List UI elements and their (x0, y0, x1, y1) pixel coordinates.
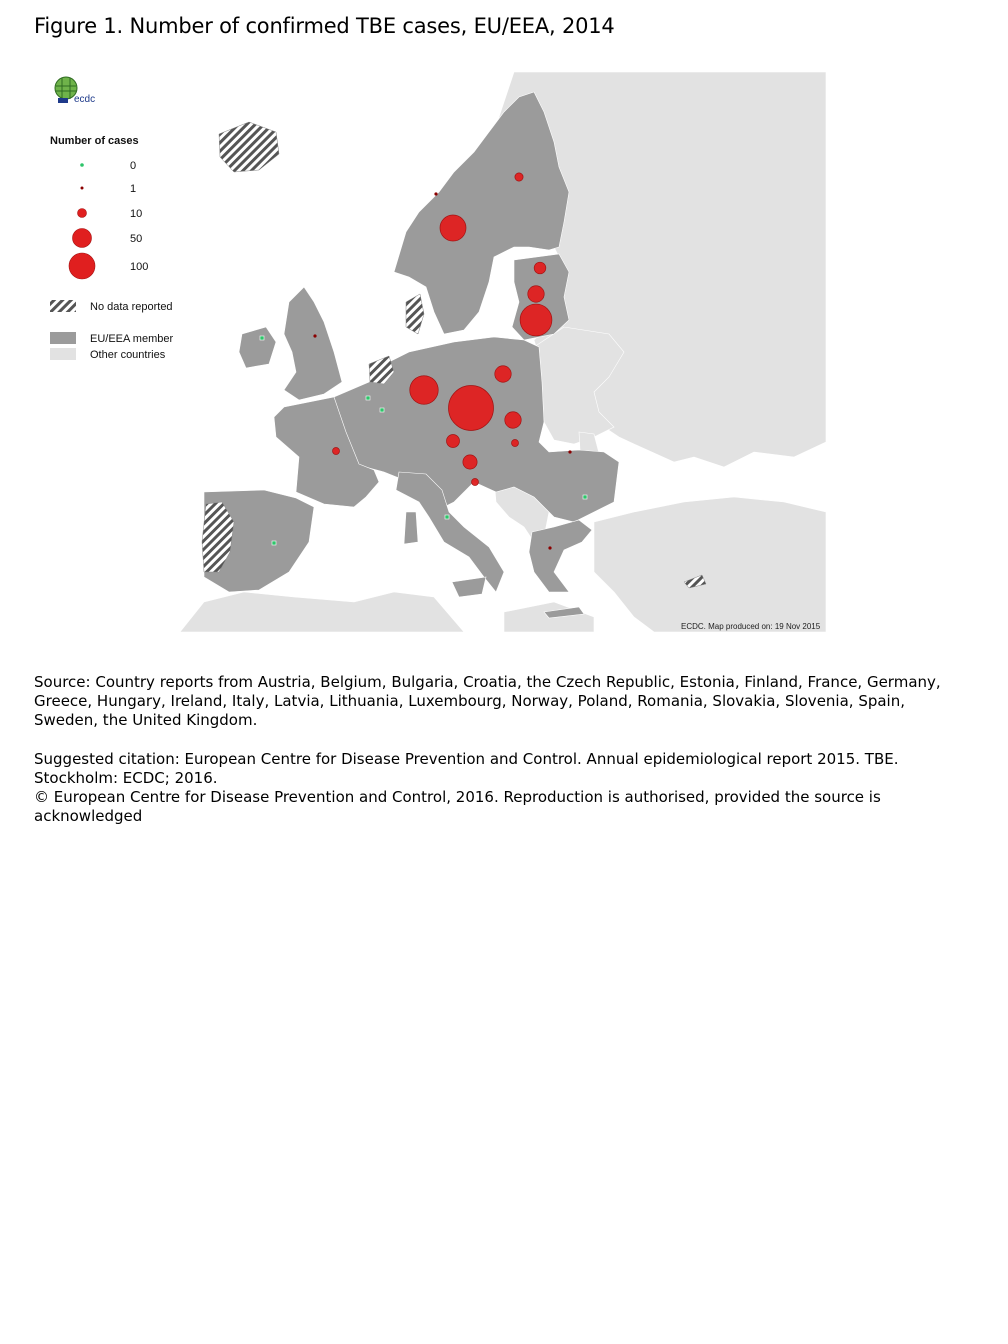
legend-marker-0 (80, 163, 84, 167)
legend-marker-10 (78, 209, 87, 218)
turkey (594, 497, 826, 632)
legend-marker-100 (69, 253, 95, 279)
bubble-italy (445, 515, 449, 519)
sicily (452, 577, 486, 597)
legend-label-1: 1 (130, 183, 137, 195)
bubble-norway (434, 192, 437, 195)
legend-marker-1 (81, 187, 84, 190)
bubble-slovakia (505, 412, 521, 428)
denmark-no-data (406, 294, 424, 334)
bubble-romania (568, 450, 571, 453)
iceland-no-data (219, 122, 279, 172)
bubble-austria (447, 435, 460, 448)
legend-label-0: 0 (130, 160, 137, 172)
legend-label-10: 10 (130, 208, 143, 220)
greece (529, 520, 592, 592)
bubble-hungary (512, 440, 519, 447)
legend-label-50: 50 (130, 233, 143, 245)
ireland (239, 327, 276, 368)
legend-other-swatch (50, 348, 76, 360)
bubble-greece (548, 546, 551, 549)
bubble-latvia (528, 286, 544, 302)
logo-text: ecdc (74, 94, 96, 105)
bubble-finland (515, 173, 523, 181)
legend-no-data-swatch (50, 300, 76, 312)
europe-map (34, 72, 826, 632)
north-africa (180, 592, 464, 632)
bubble-bulgaria (583, 495, 587, 499)
legend-title: Number of cases (50, 135, 139, 147)
bubble-spain (272, 541, 276, 545)
bubble-france (333, 448, 340, 455)
citation-note: Suggested citation: European Centre for Disease Prevention and Control. Annual epidemiological report 2015. TBE. Stockholm: ECDC; 2016. (34, 750, 899, 787)
bubble-estonia (534, 262, 546, 274)
bubble-belgium (366, 396, 370, 400)
sardinia (404, 512, 418, 544)
bubble-sweden (440, 215, 466, 241)
legend-eu-swatch (50, 332, 76, 344)
map-credit: ECDC. Map produced on: 19 Nov 2015 (681, 622, 821, 631)
figure-title: Figure 1. Number of confirmed TBE cases, EU/EEA, 2014 (34, 14, 615, 38)
bubble-slovenia (463, 455, 477, 469)
bubble-czech-republic (448, 385, 493, 430)
ecdc-logo (55, 77, 95, 105)
bubble-luxembourg (380, 408, 384, 412)
legend (50, 135, 173, 361)
copyright-note: © European Centre for Disease Prevention and Control, 2016. Reproduction is authorised, provided the source is acknowledged (34, 788, 881, 825)
source-note: Source: Country reports from Austria, Belgium, Bulgaria, Croatia, the Czech Republic, Estonia, Finland, France, Germany, Greece, Hungary, Ireland, Italy, Latvia, Lithuania, Luxembourg, Norway, Poland, Romania, Slovakia, Slovenia, Spain, Sweden, the United Kingdom. (34, 673, 941, 729)
legend-eu-label: EU/EEA member (90, 333, 174, 345)
bubble-united-kingdom (313, 334, 316, 337)
map-panel (34, 72, 826, 632)
uk (284, 287, 342, 400)
legend-no-data-label: No data reported (90, 301, 173, 313)
bubble-germany (410, 376, 438, 404)
bubble-ireland (260, 336, 264, 340)
legend-label-100: 100 (130, 261, 149, 273)
bubble-lithuania (520, 304, 552, 336)
bubble-poland (495, 366, 511, 382)
legend-other-label: Other countries (90, 349, 166, 361)
bubble-croatia (472, 479, 479, 486)
legend-marker-50 (73, 229, 92, 248)
